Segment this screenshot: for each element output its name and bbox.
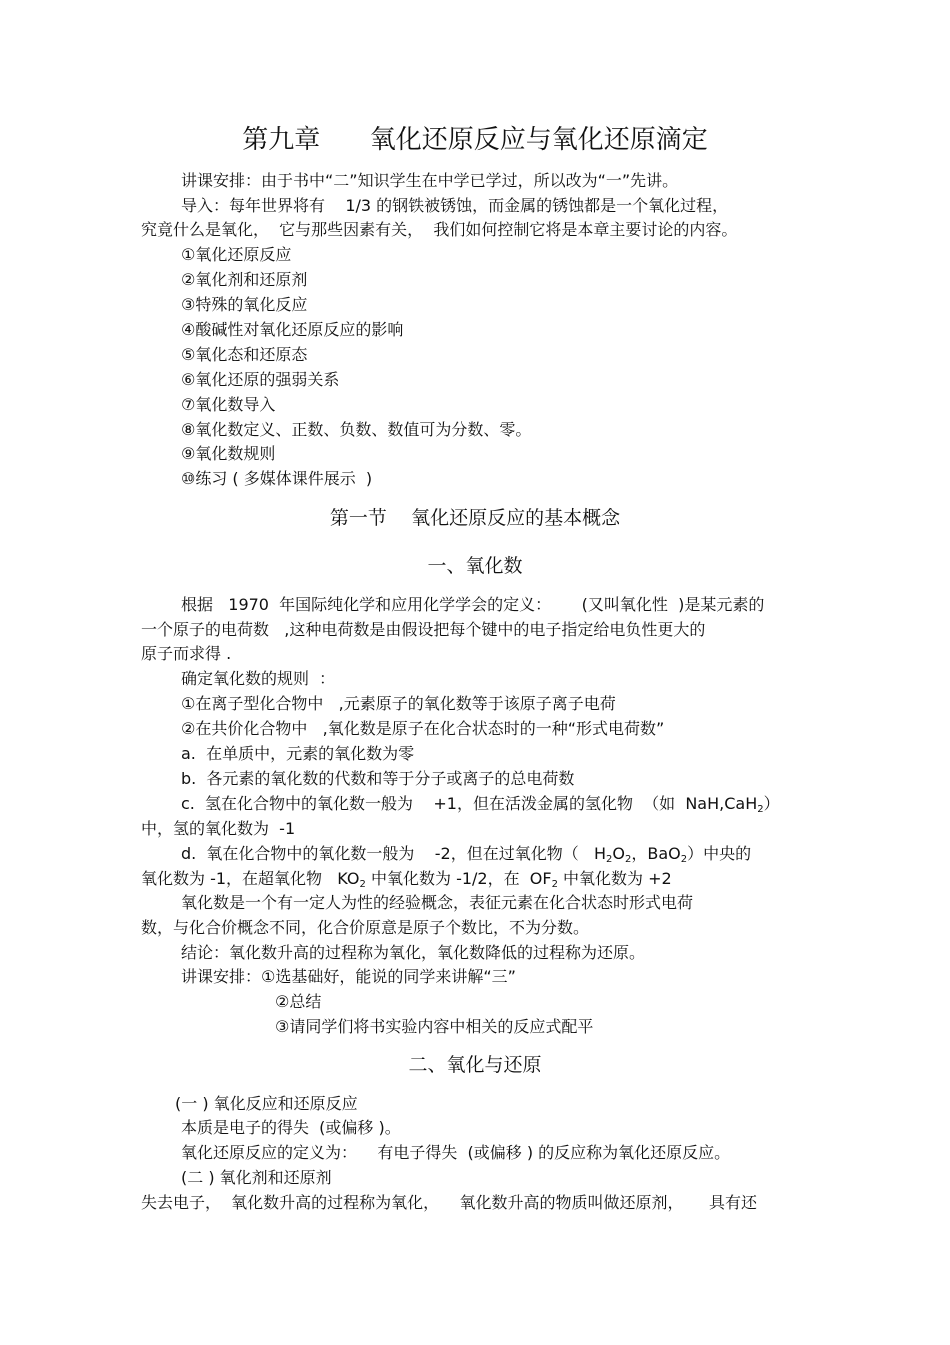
subscript: 2 [359, 879, 366, 890]
intro-line-2: 导入：每年世界将有 1/3 的钢铁被锈蚀，而金属的锈蚀都是一个氧化过程， [181, 196, 729, 215]
outline-item: ⑦氧化数导入 [181, 395, 276, 414]
intro-line-1: 讲课安排：由于书中“二”知识学生在中学已学过，所以改为“一”先讲。 [181, 171, 679, 190]
subscript: 2 [551, 879, 558, 890]
outline-item: ②氧化剂和还原剂 [181, 270, 308, 289]
rule-item: 中，氢的氧化数为 -1 [141, 819, 296, 838]
rules-title: 确定氧化数的规则 ： [181, 669, 336, 688]
teaching-plan-1: 讲课安排：①选基础好，能说的同学来讲解“三” [181, 967, 516, 986]
note-line-2: 数，与化合价概念不同，化合价原意是原子个数比，不为分数。 [141, 918, 590, 937]
definition-line-2: 一个原子的电荷数 ,这种电荷数是由假设把每个键中的电子指定给电负性更大的 [141, 620, 706, 639]
subscript: 2 [680, 854, 688, 865]
outline-item: ⑨氧化数规则 [181, 444, 276, 463]
rule-text: ，BaO [631, 844, 681, 863]
teaching-plan-3: ③请同学们将书实验内容中相关的反应式配平 [275, 1017, 594, 1036]
rule-item [181, 793, 780, 821]
outline-item: ⑤氧化态和还原态 [181, 345, 308, 364]
rule-text: c. 氢在化合物中的氧化数一般为 +1，但在活泼金属的氢化物 （如 NaH,CaH [181, 794, 758, 813]
rule-item: a. 在单质中，元素的氧化数为零 [181, 744, 415, 763]
subsection-title: (二 ) 氧化剂和还原剂 [181, 1168, 332, 1187]
outline-item: ⑥氧化还原的强弱关系 [181, 370, 340, 389]
outline-item: ④酸碱性对氧化还原反应的影响 [181, 320, 404, 339]
subscript: 2 [757, 804, 764, 815]
definition-line-3: 原子而求得 . [141, 644, 232, 663]
rule-item [181, 843, 751, 871]
outline-item: ③特殊的氧化反应 [181, 295, 308, 314]
redox-definition: 氧化还原反应的定义为： 有电子得失 (或偏移 ) 的反应称为氧化还原反应。 [181, 1143, 731, 1162]
section-heading: 第一节 氧化还原反应的基本概念 [329, 507, 621, 529]
essence-line: 本质是电子的得失 (或偏移 )。 [181, 1118, 401, 1137]
note-line-1: 氧化数是一个有一定人为性的经验概念，表征元素在化合状态时形式电荷 [181, 893, 694, 912]
intro-line-3: 究竟什么是氧化， 它与那些因素有关， 我们如何控制它将是本章主要讨论的内容。 [141, 220, 738, 239]
rule-text: 中氧化数为 +2 [557, 869, 672, 888]
outline-item: ①氧化还原反应 [181, 245, 292, 264]
rule-text: O [612, 844, 625, 863]
rule-text: ） [763, 794, 780, 813]
chapter-title: 第九章 氧化还原反应与氧化还原滴定 [242, 125, 708, 155]
outline-item: ⑩练习 ( 多媒体课件展示 ) [181, 469, 373, 488]
rule-text: 中氧化数为 -1/2，在 OF [365, 869, 552, 888]
rule-text: ）中央的 [687, 844, 752, 863]
subscript: 2 [606, 854, 613, 865]
rule-text: d. 氧在化合物中的氧化数一般为 -2，但在过氧化物（ H [181, 844, 607, 863]
outline-item: ⑧氧化数定义、正数、负数、数值可为分数、零。 [181, 420, 532, 439]
subscript: 2 [624, 854, 632, 865]
subsection-title: (一 ) 氧化反应和还原反应 [175, 1094, 358, 1113]
subsection-heading: 二、氧化与还原 [408, 1054, 542, 1076]
rule-item: ②在共价化合物中 ,氧化数是原子在化合状态时的一种“形式电荷数” [181, 719, 665, 738]
subsection-heading: 一、氧化数 [427, 555, 523, 577]
rule-item: b. 各元素的氧化数的代数和等于分子或离子的总电荷数 [181, 769, 575, 788]
teaching-plan-2: ②总结 [275, 992, 322, 1011]
rule-item: ①在离子型化合物中 ,元素原子的氧化数等于该原子离子电荷 [181, 694, 616, 713]
rule-text: 氧化数为 -1，在超氧化物 KO [141, 869, 360, 888]
definition-line-1: 根据 1970 年国际纯化学和应用化学学会的定义： (又叫氧化性 )是某元素的 [181, 595, 765, 614]
conclusion: 结论：氧化数升高的过程称为氧化，氧化数降低的过程称为还原。 [181, 943, 646, 962]
paragraph-line: 失去电子， 氧化数升高的过程称为氧化， 氧化数升高的物质叫做还原剂， 具有还 [141, 1193, 757, 1212]
